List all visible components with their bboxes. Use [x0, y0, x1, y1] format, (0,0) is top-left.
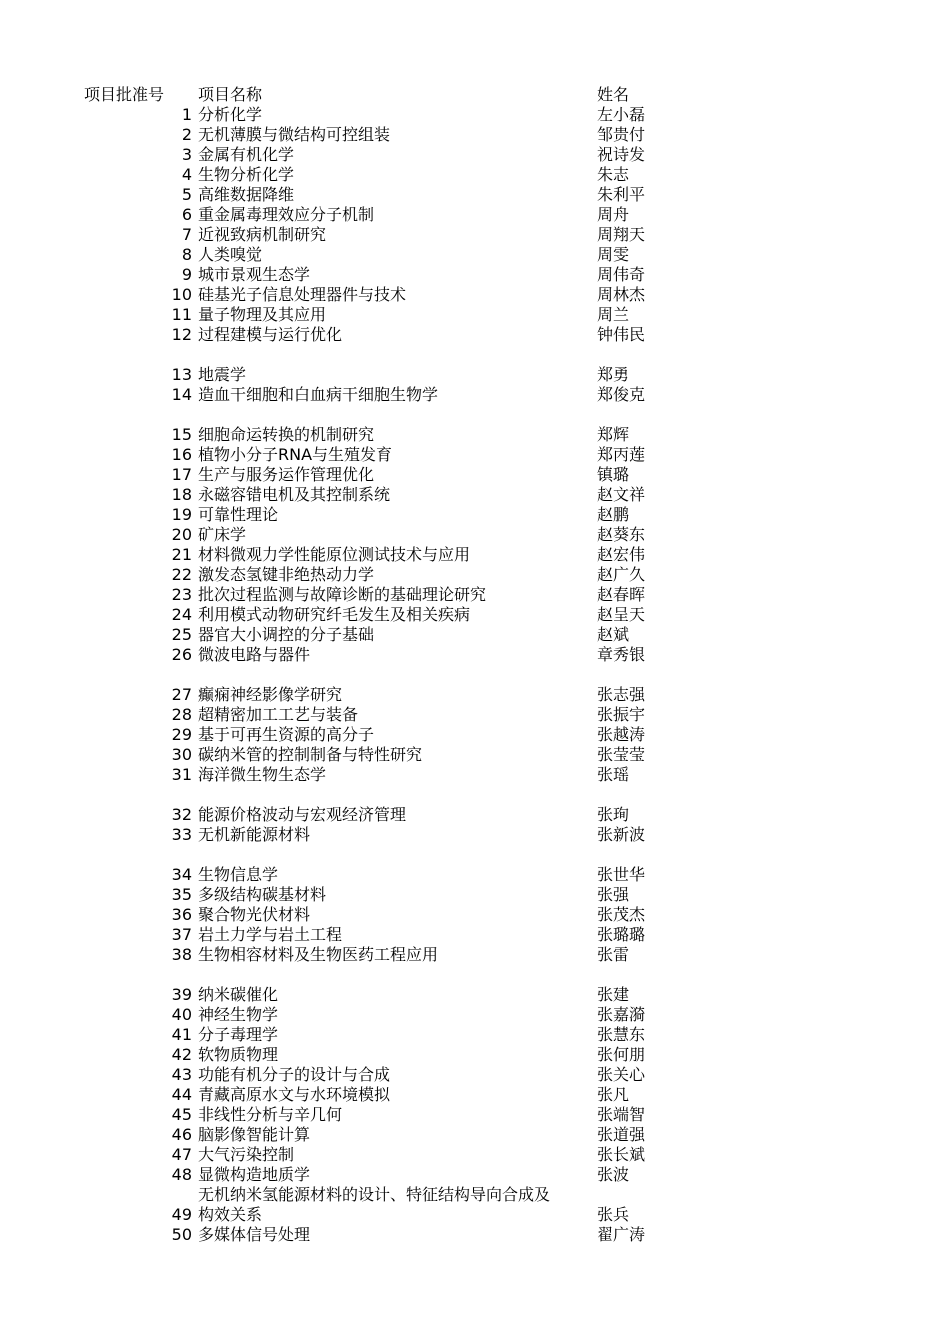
person-name: 周翔天 — [597, 225, 646, 244]
person-name: 张志强 — [597, 685, 646, 704]
table-row — [0, 465, 950, 485]
row-number: 27 — [171, 685, 192, 704]
project-title: 可靠性理论 — [198, 505, 279, 524]
project-title: 纳米碳催化 — [198, 985, 279, 1004]
project-title: 材料微观力学性能原位测试技术与应用 — [198, 545, 471, 564]
row-number: 29 — [171, 725, 192, 744]
row-number: 32 — [171, 805, 192, 824]
row-number: 8 — [181, 245, 192, 264]
project-title: 生物相容材料及生物医药工程应用 — [198, 945, 439, 964]
table-row — [0, 1225, 950, 1245]
table-row — [0, 1065, 950, 1085]
table-row — [0, 285, 950, 305]
row-number: 15 — [171, 425, 192, 444]
person-name: 钟伟民 — [597, 325, 646, 344]
project-title: 癫痫神经影像学研究 — [198, 685, 343, 704]
project-title: 无机新能源材料 — [198, 825, 311, 844]
person-name: 周雯 — [597, 245, 630, 264]
project-title: 超精密加工工艺与装备 — [198, 705, 359, 724]
person-name: 张凡 — [597, 1085, 630, 1104]
row-number: 50 — [171, 1225, 192, 1244]
person-name: 张茂杰 — [597, 905, 646, 924]
table-row — [0, 1085, 950, 1105]
row-number: 44 — [171, 1085, 192, 1104]
person-name: 张端智 — [597, 1105, 646, 1124]
header-person-name: 姓名 — [597, 85, 630, 104]
table-row — [0, 525, 950, 545]
person-name: 张璐璐 — [597, 925, 646, 944]
row-number: 4 — [181, 165, 192, 184]
table-row — [0, 625, 950, 645]
row-number: 41 — [171, 1025, 192, 1044]
row-number: 42 — [171, 1045, 192, 1064]
row-number: 35 — [171, 885, 192, 904]
project-title: 人类嗅觉 — [198, 245, 263, 264]
row-number: 48 — [171, 1165, 192, 1184]
table-row — [0, 1045, 950, 1065]
project-title: 海洋微生物生态学 — [198, 765, 327, 784]
project-title: 功能有机分子的设计与合成 — [198, 1065, 391, 1084]
project-title: 量子物理及其应用 — [198, 305, 327, 324]
table-row — [0, 545, 950, 565]
table-row — [0, 945, 950, 965]
row-number: 2 — [181, 125, 192, 144]
project-title: 城市景观生态学 — [198, 265, 311, 284]
row-number: 9 — [181, 265, 192, 284]
project-title: 金属有机化学 — [198, 145, 295, 164]
person-name: 张道强 — [597, 1125, 646, 1144]
person-name: 郑丙莲 — [597, 445, 646, 464]
table-row — [0, 705, 950, 725]
row-number: 10 — [171, 285, 192, 304]
project-title: 器官大小调控的分子基础 — [198, 625, 375, 644]
row-number: 30 — [171, 745, 192, 764]
person-name: 祝诗发 — [597, 145, 646, 164]
project-title: 聚合物光伏材料 — [198, 905, 311, 924]
project-title: 硅基光子信息处理器件与技术 — [198, 285, 407, 304]
person-name: 赵春晖 — [597, 585, 646, 604]
table-row — [0, 745, 950, 765]
table-row — [0, 885, 950, 905]
table-row — [0, 985, 950, 1005]
person-name: 郑辉 — [597, 425, 630, 444]
project-title: 矿床学 — [198, 525, 247, 544]
table-row — [0, 645, 950, 665]
person-name: 赵文祥 — [597, 485, 646, 504]
person-name: 张慧东 — [597, 1025, 646, 1044]
row-number: 24 — [171, 605, 192, 624]
row-number: 18 — [171, 485, 192, 504]
project-title: 生物分析化学 — [198, 165, 295, 184]
row-number: 14 — [171, 385, 192, 404]
project-title: 近视致病机制研究 — [198, 225, 327, 244]
project-title: 分析化学 — [198, 105, 263, 124]
table-row — [0, 865, 950, 885]
project-title: 利用模式动物研究纤毛发生及相关疾病 — [198, 605, 471, 624]
person-name: 周伟奇 — [597, 265, 646, 284]
person-name: 张嘉漪 — [597, 1005, 646, 1024]
person-name: 张越涛 — [597, 725, 646, 744]
table-row — [0, 105, 950, 125]
project-title: 软物质物理 — [198, 1045, 279, 1064]
table-row — [0, 425, 950, 445]
person-name: 周舟 — [597, 205, 630, 224]
project-title: 多级结构碳基材料 — [198, 885, 327, 904]
row-number: 31 — [171, 765, 192, 784]
header-project-id: 项目批准号 — [84, 85, 165, 104]
row-number: 1 — [181, 105, 192, 124]
table-row — [0, 1005, 950, 1025]
person-name: 张兵 — [597, 1205, 630, 1224]
table-row — [0, 445, 950, 465]
project-title: 岩土力学与岩土工程 — [198, 925, 343, 944]
table-row — [0, 185, 950, 205]
person-name: 朱利平 — [597, 185, 646, 204]
project-title: 显微构造地质学 — [198, 1165, 311, 1184]
project-title: 分子毒理学 — [198, 1025, 279, 1044]
row-number: 7 — [181, 225, 192, 244]
table-row — [0, 505, 950, 525]
table-row — [0, 485, 950, 505]
person-name: 赵呈天 — [597, 605, 646, 624]
project-title: 多媒体信号处理 — [198, 1225, 311, 1244]
project-title: 批次过程监测与故障诊断的基础理论研究 — [198, 585, 487, 604]
person-name: 张强 — [597, 885, 630, 904]
table-row — [0, 145, 950, 165]
person-name: 张长斌 — [597, 1145, 646, 1164]
row-number: 34 — [171, 865, 192, 884]
project-title: 生物信息学 — [198, 865, 279, 884]
row-number: 20 — [171, 525, 192, 544]
person-name: 郑俊克 — [597, 385, 646, 404]
table-row — [0, 905, 950, 925]
project-title: 微波电路与器件 — [198, 645, 311, 664]
project-title: 非线性分析与辛几何 — [198, 1105, 343, 1124]
project-title: 生产与服务运作管理优化 — [198, 465, 375, 484]
project-title-line-1: 无机纳米氢能源材料的设计、特征结构导向合成及 — [198, 1185, 551, 1204]
row-number: 49 — [171, 1205, 192, 1224]
row-number: 26 — [171, 645, 192, 664]
row-number: 21 — [171, 545, 192, 564]
person-name: 赵斌 — [597, 625, 630, 644]
person-name: 张振宇 — [597, 705, 646, 724]
row-number: 28 — [171, 705, 192, 724]
project-title: 造血干细胞和白血病干细胞生物学 — [198, 385, 439, 404]
table-row — [0, 1165, 950, 1185]
table-row — [0, 765, 950, 785]
person-name: 朱志 — [597, 165, 630, 184]
project-title: 激发态氢键非绝热动力学 — [198, 565, 375, 584]
person-name: 张雷 — [597, 945, 630, 964]
person-name: 周林杰 — [597, 285, 646, 304]
table-row — [0, 1145, 950, 1165]
table-row — [0, 1185, 950, 1225]
project-title: 地震学 — [198, 365, 247, 384]
table-row — [0, 365, 950, 385]
table-row — [0, 325, 950, 345]
table-row — [0, 825, 950, 845]
row-number: 23 — [171, 585, 192, 604]
table-row — [0, 265, 950, 285]
person-name: 章秀银 — [597, 645, 646, 664]
person-name: 镇璐 — [597, 465, 630, 484]
project-title: 永磁容错电机及其控制系统 — [198, 485, 391, 504]
row-number: 47 — [171, 1145, 192, 1164]
table-row — [0, 305, 950, 325]
project-title: 脑影像智能计算 — [198, 1125, 311, 1144]
row-number: 19 — [171, 505, 192, 524]
person-name: 赵鹏 — [597, 505, 630, 524]
row-number: 13 — [171, 365, 192, 384]
person-name: 邹贵付 — [597, 125, 646, 144]
table-row — [0, 385, 950, 405]
row-number: 12 — [171, 325, 192, 344]
project-title: 重金属毒理效应分子机制 — [198, 205, 375, 224]
row-number: 11 — [171, 305, 192, 324]
person-name: 张何朋 — [597, 1045, 646, 1064]
person-name: 赵宏伟 — [597, 545, 646, 564]
row-number: 5 — [181, 185, 192, 204]
table-row — [0, 925, 950, 945]
row-number: 45 — [171, 1105, 192, 1124]
project-title: 过程建模与运行优化 — [198, 325, 343, 344]
person-name: 郑勇 — [597, 365, 630, 384]
table-row — [0, 245, 950, 265]
table-row — [0, 805, 950, 825]
header-row — [0, 85, 950, 105]
row-number: 33 — [171, 825, 192, 844]
table-row — [0, 125, 950, 145]
person-name: 周兰 — [597, 305, 630, 324]
row-number: 17 — [171, 465, 192, 484]
row-number: 16 — [171, 445, 192, 464]
person-name: 赵葵东 — [597, 525, 646, 544]
table-row — [0, 205, 950, 225]
row-number: 46 — [171, 1125, 192, 1144]
row-number: 39 — [171, 985, 192, 1004]
table-row — [0, 725, 950, 745]
table-row — [0, 1025, 950, 1045]
table-row — [0, 1105, 950, 1125]
person-name: 张莹莹 — [597, 745, 646, 764]
project-title: 无机薄膜与微结构可控组装 — [198, 125, 391, 144]
row-number: 3 — [181, 145, 192, 164]
person-name: 左小磊 — [597, 105, 646, 124]
table-row — [0, 225, 950, 245]
person-name: 张建 — [597, 985, 630, 1004]
person-name: 张波 — [597, 1165, 630, 1184]
person-name: 张珣 — [597, 805, 630, 824]
table-row — [0, 685, 950, 705]
person-name: 翟广涛 — [597, 1225, 646, 1244]
person-name: 张新波 — [597, 825, 646, 844]
project-title: 基于可再生资源的高分子 — [198, 725, 375, 744]
person-name: 张关心 — [597, 1065, 646, 1084]
row-number: 40 — [171, 1005, 192, 1024]
project-title-line-2: 构效关系 — [198, 1205, 263, 1224]
person-name: 赵广久 — [597, 565, 646, 584]
row-number: 25 — [171, 625, 192, 644]
header-project-title: 项目名称 — [198, 85, 263, 104]
row-number: 38 — [171, 945, 192, 964]
person-name: 张瑶 — [597, 765, 630, 784]
project-title: 高维数据降维 — [198, 185, 295, 204]
row-number: 22 — [171, 565, 192, 584]
row-number: 37 — [171, 925, 192, 944]
row-number: 43 — [171, 1065, 192, 1084]
table-row — [0, 585, 950, 605]
table-row — [0, 565, 950, 585]
row-number: 36 — [171, 905, 192, 924]
row-number: 6 — [181, 205, 192, 224]
project-title: 大气污染控制 — [198, 1145, 295, 1164]
project-title: 细胞命运转换的机制研究 — [198, 425, 375, 444]
table-row — [0, 605, 950, 625]
person-name: 张世华 — [597, 865, 646, 884]
project-title: 青藏高原水文与水环境模拟 — [198, 1085, 391, 1104]
project-title: 神经生物学 — [198, 1005, 279, 1024]
project-title: 植物小分子RNA与生殖发育 — [198, 445, 393, 464]
project-title: 能源价格波动与宏观经济管理 — [198, 805, 407, 824]
table-row — [0, 1125, 950, 1145]
project-title: 碳纳米管的控制制备与特性研究 — [198, 745, 423, 764]
table-row — [0, 165, 950, 185]
